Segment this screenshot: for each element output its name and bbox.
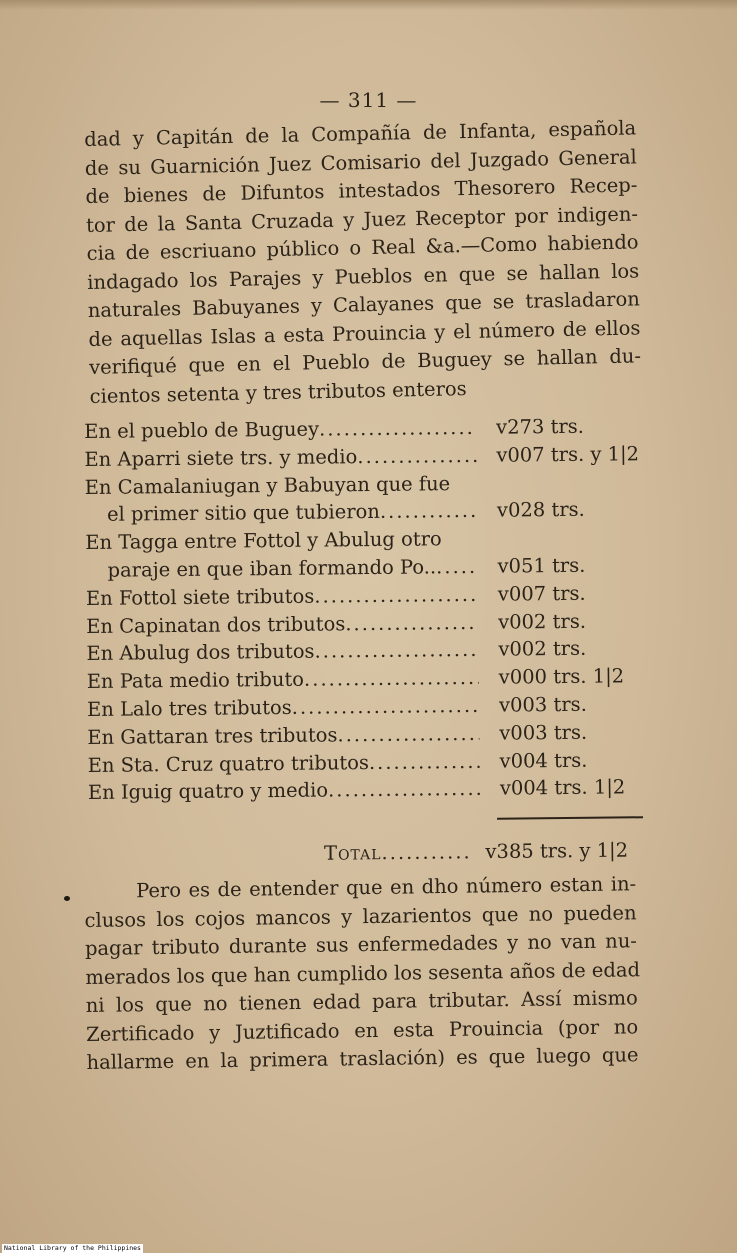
ledger-amount: v003 trs. — [498, 692, 587, 717]
ledger-place: En Iguig quatro y medio — [87, 778, 329, 805]
total-rule — [497, 816, 643, 820]
ledger-place: En Tagga entre Fottol y Abulug otro — [85, 527, 442, 555]
page-number: — 311 — — [319, 88, 418, 112]
ledger-place: En Aparri siete trs. y medio — [84, 444, 358, 471]
text-line: naturales Babuyanes y Calayanes que se trasladaron — [87, 287, 640, 322]
ledger-amount: v003 trs. — [499, 720, 588, 745]
ledger-place: En Gattaran tres tributos — [87, 723, 338, 749]
text-line: hallarme en la primera traslación) es que luego que — [86, 1043, 639, 1074]
total-row — [324, 838, 664, 865]
total-label: Total — [323, 841, 382, 865]
ledger-amount: v007 trs. — [497, 581, 586, 606]
ledger-amount: v051 trs. — [497, 553, 586, 578]
total-amount: v385 trs. y 1|2 — [485, 838, 629, 864]
tribute-ledger — [84, 412, 648, 807]
text-line: clusos los cojos mancos y lazarientos que no pueden — [84, 900, 637, 932]
ledger-row — [88, 773, 648, 807]
ledger-place: En Sta. Cruz quatro tributos — [87, 750, 370, 777]
ledger-row — [84, 440, 644, 474]
text-line: merados los que han cumplido los sesenta años de edad — [85, 957, 641, 989]
paragraph-2 — [84, 870, 639, 1077]
text-line: de bienes de Difuntos intestados Thesorero Recep- — [85, 173, 638, 208]
text-line: de su Guarnición Juez Comisario del Juzgado General — [84, 144, 637, 180]
ledger-place: el primer sitio que tubieron — [106, 500, 381, 527]
ledger-row — [85, 496, 645, 530]
text-line: ni los que no tienen edad para tributar. Assí mismo — [85, 986, 638, 1017]
ledger-place: En Abulug dos tributos — [86, 639, 315, 666]
text-line: de aquellas Islas a esta Prouincia y el número de ellos — [88, 315, 641, 351]
text-line: tor de la Santa Cruzada y Juez Receptor por indigen- — [85, 201, 639, 237]
ledger-place: En el pueblo de Buguey — [84, 417, 320, 443]
ledger-place: En Lalo tres tributos — [86, 695, 292, 721]
text-line: indagado los Parajes y Pueblos en que se hallan los — [87, 258, 640, 294]
ledger-place: paraje en que iban formando Po.. — [107, 555, 437, 582]
text-line: dad y Capitán de la Compañía de Infanta, española — [84, 116, 637, 151]
page-edge-shadow — [0, 0, 737, 10]
ledger-amount: v002 trs. — [498, 609, 587, 634]
ink-spot — [64, 896, 70, 901]
ledger-amount: v002 trs. — [498, 637, 587, 662]
text-line: Zertificado y Juztificado en esta Prouincia (por no — [86, 1014, 639, 1046]
ledger-place: En Fottol siete tributos — [85, 584, 315, 610]
library-credit: National Library of the Philippines — [4, 1244, 141, 1252]
ledger-amount: v004 trs. 1|2 — [499, 775, 626, 801]
ledger-amount: v007 trs. y 1|2 — [496, 441, 640, 467]
ledger-amount: v004 trs. — [499, 748, 588, 773]
text-line: pagar tributo durante sus enfermedades y no van nu- — [84, 929, 638, 960]
ledger-place: En Camalaniugan y Babuyan que fue — [84, 471, 451, 499]
ledger-amount: v000 trs. 1|2 — [498, 664, 625, 689]
text-line: cia de escriuano público o Real &a.—Como habiendo — [86, 230, 639, 265]
text-line: Pero es de entender que en dho número estan in- — [136, 872, 637, 903]
text-line: verifiqué que en el Pueblo de Buguey se hallan du- — [88, 344, 642, 379]
text-line: cientos setenta y tres tributos enteros — [89, 376, 467, 408]
ledger-place: En Pata medio tributo — [86, 667, 305, 694]
ledger-place: En Capinatan dos tributos — [86, 611, 346, 638]
ledger-amount: v028 trs. — [496, 498, 585, 523]
paragraph-1 — [84, 114, 642, 410]
ledger-amount: v273 trs. — [495, 414, 585, 439]
